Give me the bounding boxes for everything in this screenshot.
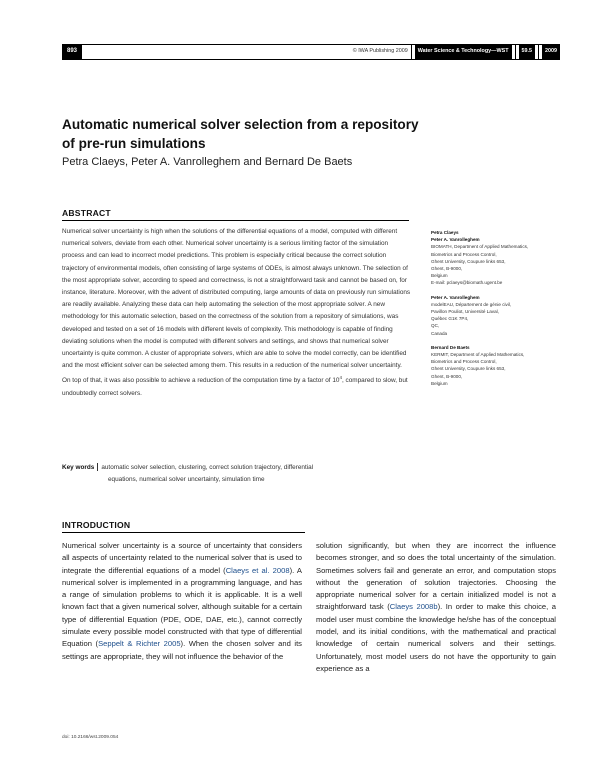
citation-claeys-2008[interactable]: Claeys et al. 2008 (225, 565, 290, 575)
affiliation-1: Petra Claeys Peter A. Vanrolleghem BIOMATH, Department of Applied Mathematics, Biometrics and Process Control, Ghent University, Coupure links 653, Ghent, B-9000, Belgium E-mail: pclaeys@biomath.ugent.be (431, 230, 529, 286)
citation-claeys-2008b[interactable]: Claeys 2008b (389, 602, 438, 612)
header-rule-bottom (62, 59, 560, 60)
keywords-line-2: equations, numerical solver uncertainty, simulation time (108, 475, 265, 483)
doi: doi: 10.2166/wst.2009.054 (62, 735, 119, 740)
paper-title: Automatic numerical solver selection from a repository of pre-run simulations (62, 117, 419, 151)
journal-volume: 59.5 (519, 44, 536, 59)
abstract-heading: ABSTRACT (62, 208, 111, 218)
abstract-rule (62, 220, 409, 221)
affiliation-2: Peter A. Vanrolleghem modelEAU, Département de génie civil, Pavillon Pouliot, Université Laval, Québec G1K 7P4, QC, Canada (431, 294, 512, 336)
citation-seppelt-richter-2005[interactable]: Seppelt & Richter 2005 (98, 639, 181, 649)
introduction-heading: INTRODUCTION (62, 520, 131, 530)
affiliation-3: Bernard De Baets KERMIT, Department of Applied Mathematics, Biometrics and Process Control, Ghent University, Coupure links 653, Ghent, B-9000, Belgium (431, 344, 525, 386)
copyright: © IWA Publishing 2009 (352, 48, 408, 54)
keywords-label: Key words (62, 464, 95, 471)
running-header (300, 44, 560, 59)
introduction-rule (62, 532, 305, 533)
affiliations (431, 229, 571, 394)
keywords (62, 462, 412, 485)
introduction-column-2: solution significantly, but when they are incorrect the influence becomes stronger, and so does the total uncertainty of the simulation. Sometimes solvers fail and generate an error, and computation stops without the generation of solution trajectories. Choosing the appropriate numerical solver for a certain initialized model is not a straightforward task (Claeys 2008b). In order to make this choice, a model user must combine the knowledge he/she has of the conceptual model, and its initial conditions, with the mathematical and practical knowledge of certain numerical solvers and their settings. Unfortunately, most model users do not have the opportunity to gain experience as a (316, 541, 556, 673)
introduction-column-1: Numerical solver uncertainty is a source of uncertainty that considers all aspects of uncertainty related to the numerical solver that is used to integrate the differential equations of a model (Claeys et al. 2008). A numerical solver is implemented in a programming language, and has a range of simulation problems to which it is applicable. It is a well known fact that a given numerical solver, although suitable for a certain type of differential Equation (PDE, ODE, DAE, etc.), cannot correctly simulate every possible model constructed with that type of differential Equation (Seppelt & Richter 2005). When the chosen solver and its settings are appropriate, they will not influence the behavior of the (62, 541, 302, 661)
page-number: 893 (62, 44, 82, 59)
author-list: Petra Claeys, Peter A. Vanrolleghem and Bernard De Baets (62, 156, 353, 168)
journal-name: Water Science & Technology—WST (415, 44, 512, 59)
journal-year: 2009 (542, 44, 560, 59)
keywords-line-1: automatic solver selection, clustering, correct solution trajectory, differential (101, 464, 314, 471)
abstract-text: Numerical solver uncertainty is high when the solutions of the differential equations of a model, computed with different numerical solvers, deviate from each other. Numerical solver uncertainty is a serious limiting factor of the simulation process and can lead to incorrect model predictions. This problem is especially critical because the correct solution trajectory of environmental models, often consisting of large systems of ODEs, is almost always unknown. The selection of the most appropriate solver, according to speed and correctness, is not a straightforward task and cannot be based on, for instance, literature. Moreover, with the advent of distributed computing, large amounts of data on previously run simulations are readily available. Analyzing these data can help automating the selection of the most appropriate solver. A new methodology for this automatic selection, based on the correctness of the solution from a repository of simulations, was developed and tested on a set of 16 models with different levels of complexity. This methodology is capable of finding deviating solutions when the model is computed with different solvers and settings, and shows that numerical solver uncertainty is quite common. A cluster of appropriate solvers, which are able to solve the model correctly, can be identified and the most efficient solver can be selected among them. This results in a reduction of the numerical solver uncertainty. On top of that, it was also possible to achieve a reduction of the computation time by a factor of $10^4$, compared to slow, but undoubtedly correct solvers. (62, 228, 411, 397)
